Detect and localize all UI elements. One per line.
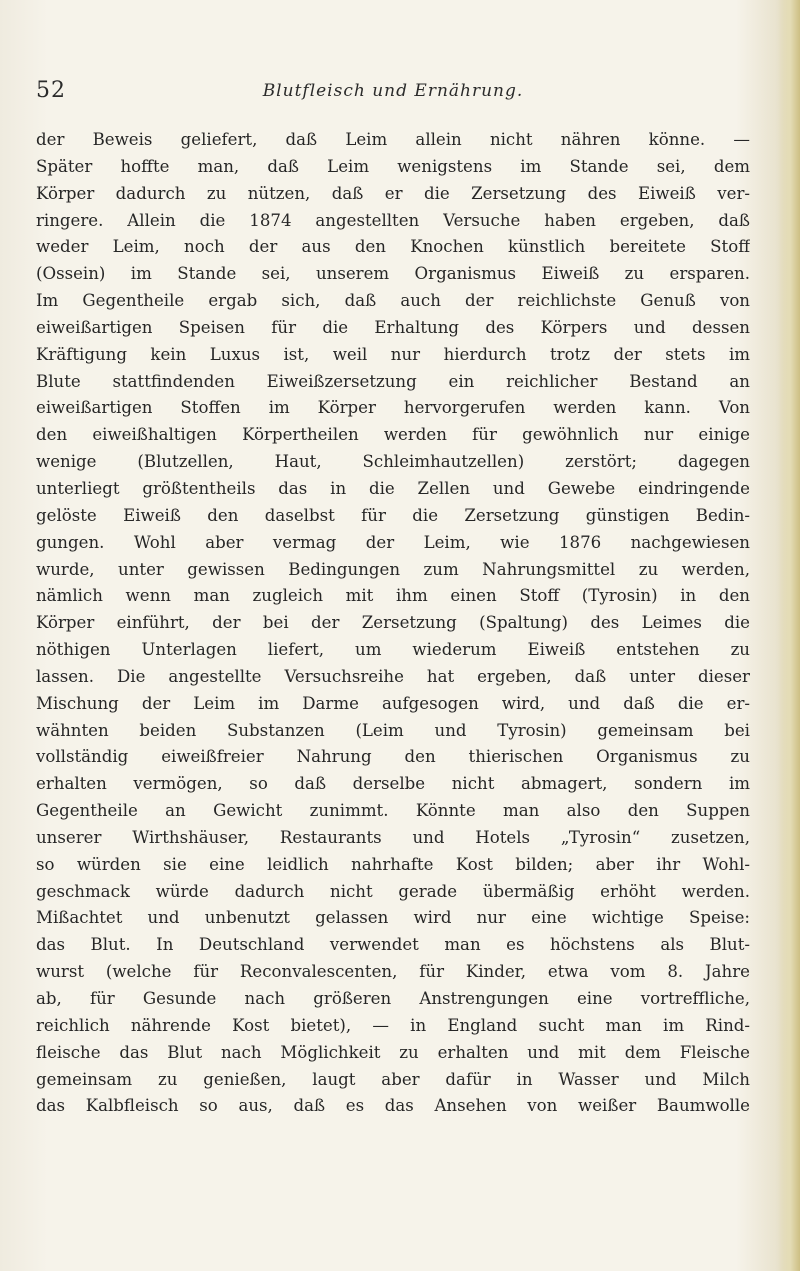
text-line: Blute stattfindenden Eiweißzersetzung ein reichlicher Bestand an xyxy=(36,371,750,391)
text-line: Mischung der Leim im Darme aufgesogen wird, und daß die er- xyxy=(36,693,750,713)
text-line: wähnten beiden Substanzen (Leim und Tyrosin) gemeinsam bei xyxy=(36,720,750,740)
text-line: Gegentheile an Gewicht zunimmt. Könnte man also den Suppen xyxy=(36,801,750,821)
text-line: nöthigen Unterlagen liefert, um wiederum Eiweiß entstehen zu xyxy=(36,640,750,660)
text-line: wurde, unter gewissen Bedingungen zum Nahrungsmittel zu werden, xyxy=(36,559,750,579)
text-line: Später hoffte man, daß Leim wenigstens im Stande sei, dem xyxy=(36,156,750,176)
text-line: (Ossein) im Stande sei, unserem Organismus Eiweiß zu ersparen. xyxy=(36,264,750,284)
text-line: so würden sie eine leidlich nahrhafte Kost bilden; aber ihr Wohl- xyxy=(36,854,750,874)
text-line: Mißachtet und unbenutzt gelassen wird nur eine wichtige Speise: xyxy=(36,908,750,928)
text-line: ringere. Allein die 1874 angestellten Versuche haben ergeben, daß xyxy=(36,210,750,230)
text-line: vollständig eiweißfreier Nahrung den thierischen Organismus zu xyxy=(36,747,750,767)
text-line: unterliegt größtentheils das in die Zellen und Gewebe eindringende xyxy=(36,478,750,498)
text-line: das Kalbfleisch so aus, daß es das Ansehen von weißer Baumwolle xyxy=(36,1096,750,1116)
running-title: Blutfleisch und Ernährung. xyxy=(262,81,524,101)
text-line: eiweißartigen Stoffen im Körper hervorgerufen werden kann. Von xyxy=(36,398,750,418)
text-line: Körper einführt, der bei der Zersetzung (Spaltung) des Leimes die xyxy=(36,613,750,633)
text-line: wenige (Blutzellen, Haut, Schleimhautzellen) zerstört; dagegen xyxy=(36,452,750,472)
page-header xyxy=(36,78,750,104)
text-line: nämlich wenn man zugleich mit ihm einen Stoff (Tyrosin) in den xyxy=(36,586,750,606)
text-line: Im Gegentheile ergab sich, daß auch der reichlichste Genuß von xyxy=(36,291,750,311)
text-line: gemeinsam zu genießen, laugt aber dafür in Wasser und Milch xyxy=(36,1069,750,1089)
text-line: ab, für Gesunde nach größeren Anstrengungen eine vortreffliche, xyxy=(36,989,750,1008)
text-line: Kräftigung kein Luxus ist, weil nur hierdurch trotz der stets im xyxy=(36,344,750,364)
text-line: gungen. Wohl aber vermag der Leim, wie 1876 nachgewiesen xyxy=(36,532,750,552)
text-line: den eiweißhaltigen Körpertheilen werden für gewöhnlich nur einige xyxy=(36,425,750,445)
text-line: erhalten vermögen, so daß derselbe nicht abmagert, sondern im xyxy=(36,774,750,794)
text-line: Körper dadurch zu nützen, daß er die Zersetzung des Eiweiß ver- xyxy=(36,183,750,203)
text-line: eiweißartigen Speisen für die Erhaltung des Körpers und dessen xyxy=(36,317,750,337)
text-line: fleische das Blut nach Möglichkeit zu erhalten und mit dem Fleische xyxy=(36,1042,750,1062)
text-line: unserer Wirthshäuser, Restaurants und Hotels „Tyrosin“ zusetzen, xyxy=(36,827,750,847)
text-line: der Beweis geliefert, daß Leim allein nicht nähren könne. — xyxy=(36,130,750,149)
text-line: geschmack würde dadurch nicht gerade übermäßig erhöht werden. xyxy=(36,881,750,901)
page-number: 52 xyxy=(36,78,66,103)
page-edge xyxy=(778,0,800,1271)
text-line: weder Leim, noch der aus den Knochen künstlich bereitete Stoff xyxy=(36,237,750,257)
text-line: lassen. Die angestellte Versuchsreihe hat ergeben, daß unter dieser xyxy=(36,666,750,686)
body-text xyxy=(36,127,750,1120)
text-line: das Blut. In Deutschland verwendet man es höchstens als Blut- xyxy=(36,935,750,955)
text-line: wurst (welche für Reconvalescenten, für Kinder, etwa vom 8. Jahre xyxy=(36,962,750,982)
text-line: reichlich nährende Kost bietet), — in England sucht man im Rind- xyxy=(36,1015,750,1035)
text-line: gelöste Eiweiß den daselbst für die Zersetzung günstigen Bedin- xyxy=(36,505,750,525)
